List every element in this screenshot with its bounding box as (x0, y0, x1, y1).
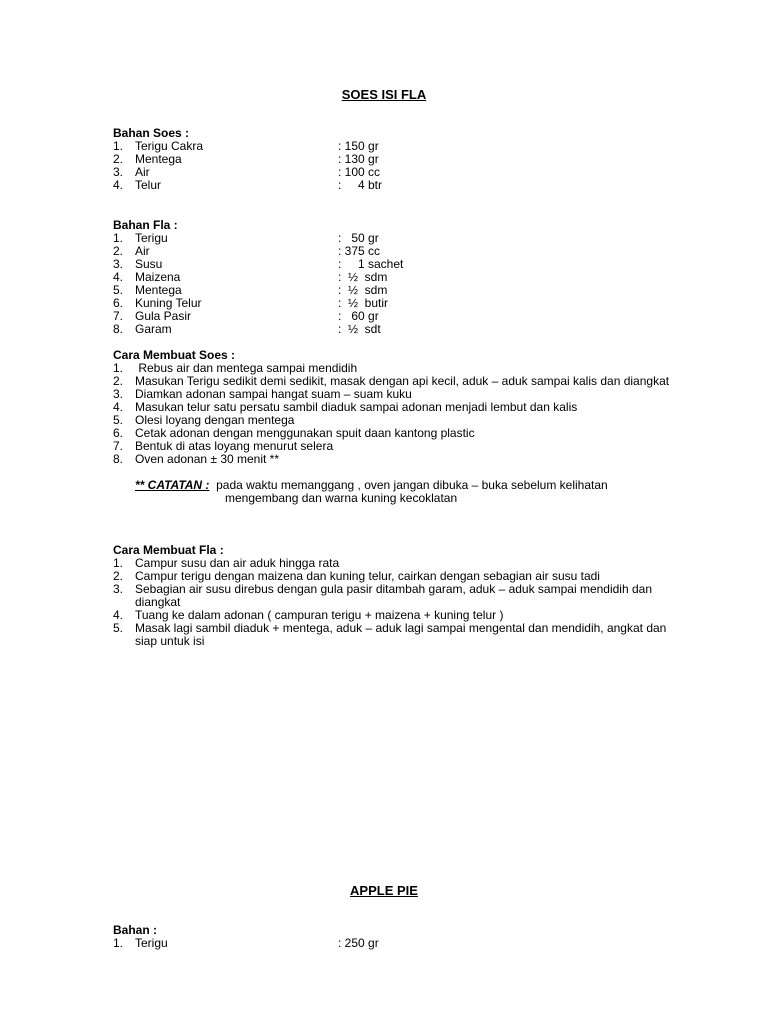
step-text: Campur susu dan air aduk hingga rata (135, 556, 340, 570)
ingredient-name: Garam (135, 322, 172, 336)
ingredient-name: Terigu (135, 231, 168, 245)
step-text: Rebus air dan mentega sampai mendidih (135, 361, 358, 375)
step-item (113, 583, 673, 609)
ingredient-amount: : 130 gr (338, 152, 379, 166)
step-number: 4. (113, 608, 124, 622)
step-item (113, 453, 673, 466)
item-number: 3. (113, 165, 124, 179)
ingredient-name: Kuning Telur (135, 296, 202, 310)
step-text: Oven adonan ± 30 menit ** (135, 452, 280, 466)
step-number: 3. (113, 582, 124, 596)
ingredient-row (113, 258, 673, 271)
ingredient-name: Terigu Cakra (135, 139, 204, 153)
step-number: 2. (113, 569, 124, 583)
ingredient-amount: : 100 cc (338, 165, 381, 179)
step-text: Bentuk di atas loyang menurut selera (135, 439, 334, 453)
step-text: Masukan telur satu persatu sambil diaduk sampai adonan menjadi lembut dan kalis (135, 400, 578, 414)
apple-pie-bahan-section (113, 924, 673, 950)
item-number: 2. (113, 244, 124, 258)
item-number: 7. (113, 309, 124, 323)
ingredient-name: Mentega (135, 152, 182, 166)
step-text: Campur terigu dengan maizena dan kuning telur, cairkan dengan sebagian air susu tadi (135, 569, 600, 583)
ingredient-name: Telur (135, 178, 162, 192)
catatan-label: ** CATATAN : (135, 478, 210, 492)
ingredient-name: Maizena (135, 270, 181, 284)
item-number: 1. (113, 139, 124, 153)
ingredient-row (113, 179, 673, 192)
section-heading: Bahan : (113, 923, 158, 937)
ingredient-row (113, 937, 673, 950)
step-number: 1. (113, 556, 124, 570)
ingredient-amount: : 4 btr (338, 178, 383, 192)
section-heading: Bahan Fla : (113, 218, 178, 232)
ingredient-name: Mentega (135, 283, 182, 297)
ingredient-amount: : 375 cc (338, 244, 381, 258)
cara-fla-section (113, 544, 673, 648)
ingredient-amount: : 150 gr (338, 139, 379, 153)
ingredient-amount: : 60 gr (338, 309, 379, 323)
ingredient-amount: : 1 sachet (338, 257, 404, 271)
step-number: 8. (113, 452, 124, 466)
ingredient-name: Gula Pasir (135, 309, 192, 323)
ingredient-row (113, 166, 673, 179)
ingredient-name: Susu (135, 257, 163, 271)
step-text: Tuang ke dalam adonan ( campuran terigu + maizena + kuning telur ) (135, 608, 504, 622)
item-number: 1. (113, 936, 124, 950)
section-heading: Bahan Soes : (113, 126, 190, 140)
catatan-text-line1: pada waktu memanggang , oven jangan dibuka – buka sebelum kelihatan (216, 478, 608, 492)
item-number: 3. (113, 257, 124, 271)
ingredient-amount: : ½ sdt (338, 322, 381, 336)
step-number: 1. (113, 361, 124, 375)
step-number: 5. (113, 621, 124, 635)
step-text: Olesi loyang dengan mentega (135, 413, 295, 427)
step-text: Sebagian air susu direbus dengan gula pasir ditambah garam, aduk – aduk sampai mendidih dan diangkat (135, 582, 653, 609)
section-heading: Cara Membuat Fla : (113, 543, 224, 557)
step-text: Cetak adonan dengan menggunakan spuit daan kantong plastic (135, 426, 475, 440)
ingredient-amount: : 50 gr (338, 231, 379, 245)
section-heading: Cara Membuat Soes : (113, 348, 236, 362)
ingredient-row (113, 310, 673, 323)
ingredient-amount: : 250 gr (338, 936, 379, 950)
step-text: Diamkan adonan sampai hangat suam – suam kuku (135, 387, 412, 401)
ingredient-amount: : ½ sdm (338, 283, 388, 297)
ingredient-row (113, 271, 673, 284)
bahan-soes-section (113, 127, 673, 192)
step-text: Masukan Terigu sedikit demi sedikit, masak dengan api kecil, aduk – aduk sampai kalis dan diangkat (135, 374, 670, 388)
ingredient-name: Terigu (135, 936, 168, 950)
item-number: 1. (113, 231, 124, 245)
recipe-title: SOES ISI FLA (341, 87, 427, 102)
step-number: 7. (113, 439, 124, 453)
ingredient-amount: : ½ sdm (338, 270, 388, 284)
step-number: 2. (113, 374, 124, 388)
step-item (113, 622, 673, 648)
item-number: 5. (113, 283, 124, 297)
ingredient-row (113, 153, 673, 166)
ingredient-row (113, 232, 673, 245)
cara-soes-section (113, 349, 673, 505)
ingredient-amount: : ½ butir (338, 296, 389, 310)
item-number: 4. (113, 270, 124, 284)
ingredient-name: Air (135, 244, 150, 258)
ingredient-row (113, 323, 673, 336)
catatan-note (113, 479, 673, 505)
step-number: 6. (113, 426, 124, 440)
ingredient-row (113, 140, 673, 153)
item-number: 8. (113, 322, 124, 336)
item-number: 6. (113, 296, 124, 310)
step-text: Masak lagi sambil diaduk + mentega, aduk – aduk lagi sampai mengental dan mendidih, angkat dan siap untuk isi (135, 621, 667, 648)
bahan-fla-section (113, 219, 673, 336)
item-number: 2. (113, 152, 124, 166)
ingredient-name: Air (135, 165, 150, 179)
ingredient-row (113, 297, 673, 310)
step-number: 5. (113, 413, 124, 427)
step-number: 3. (113, 387, 124, 401)
step-number: 4. (113, 400, 124, 414)
recipe-title: APPLE PIE (350, 883, 418, 898)
item-number: 4. (113, 178, 124, 192)
catatan-text-line2: mengembang dan warna kuning kecoklatan (225, 491, 458, 505)
